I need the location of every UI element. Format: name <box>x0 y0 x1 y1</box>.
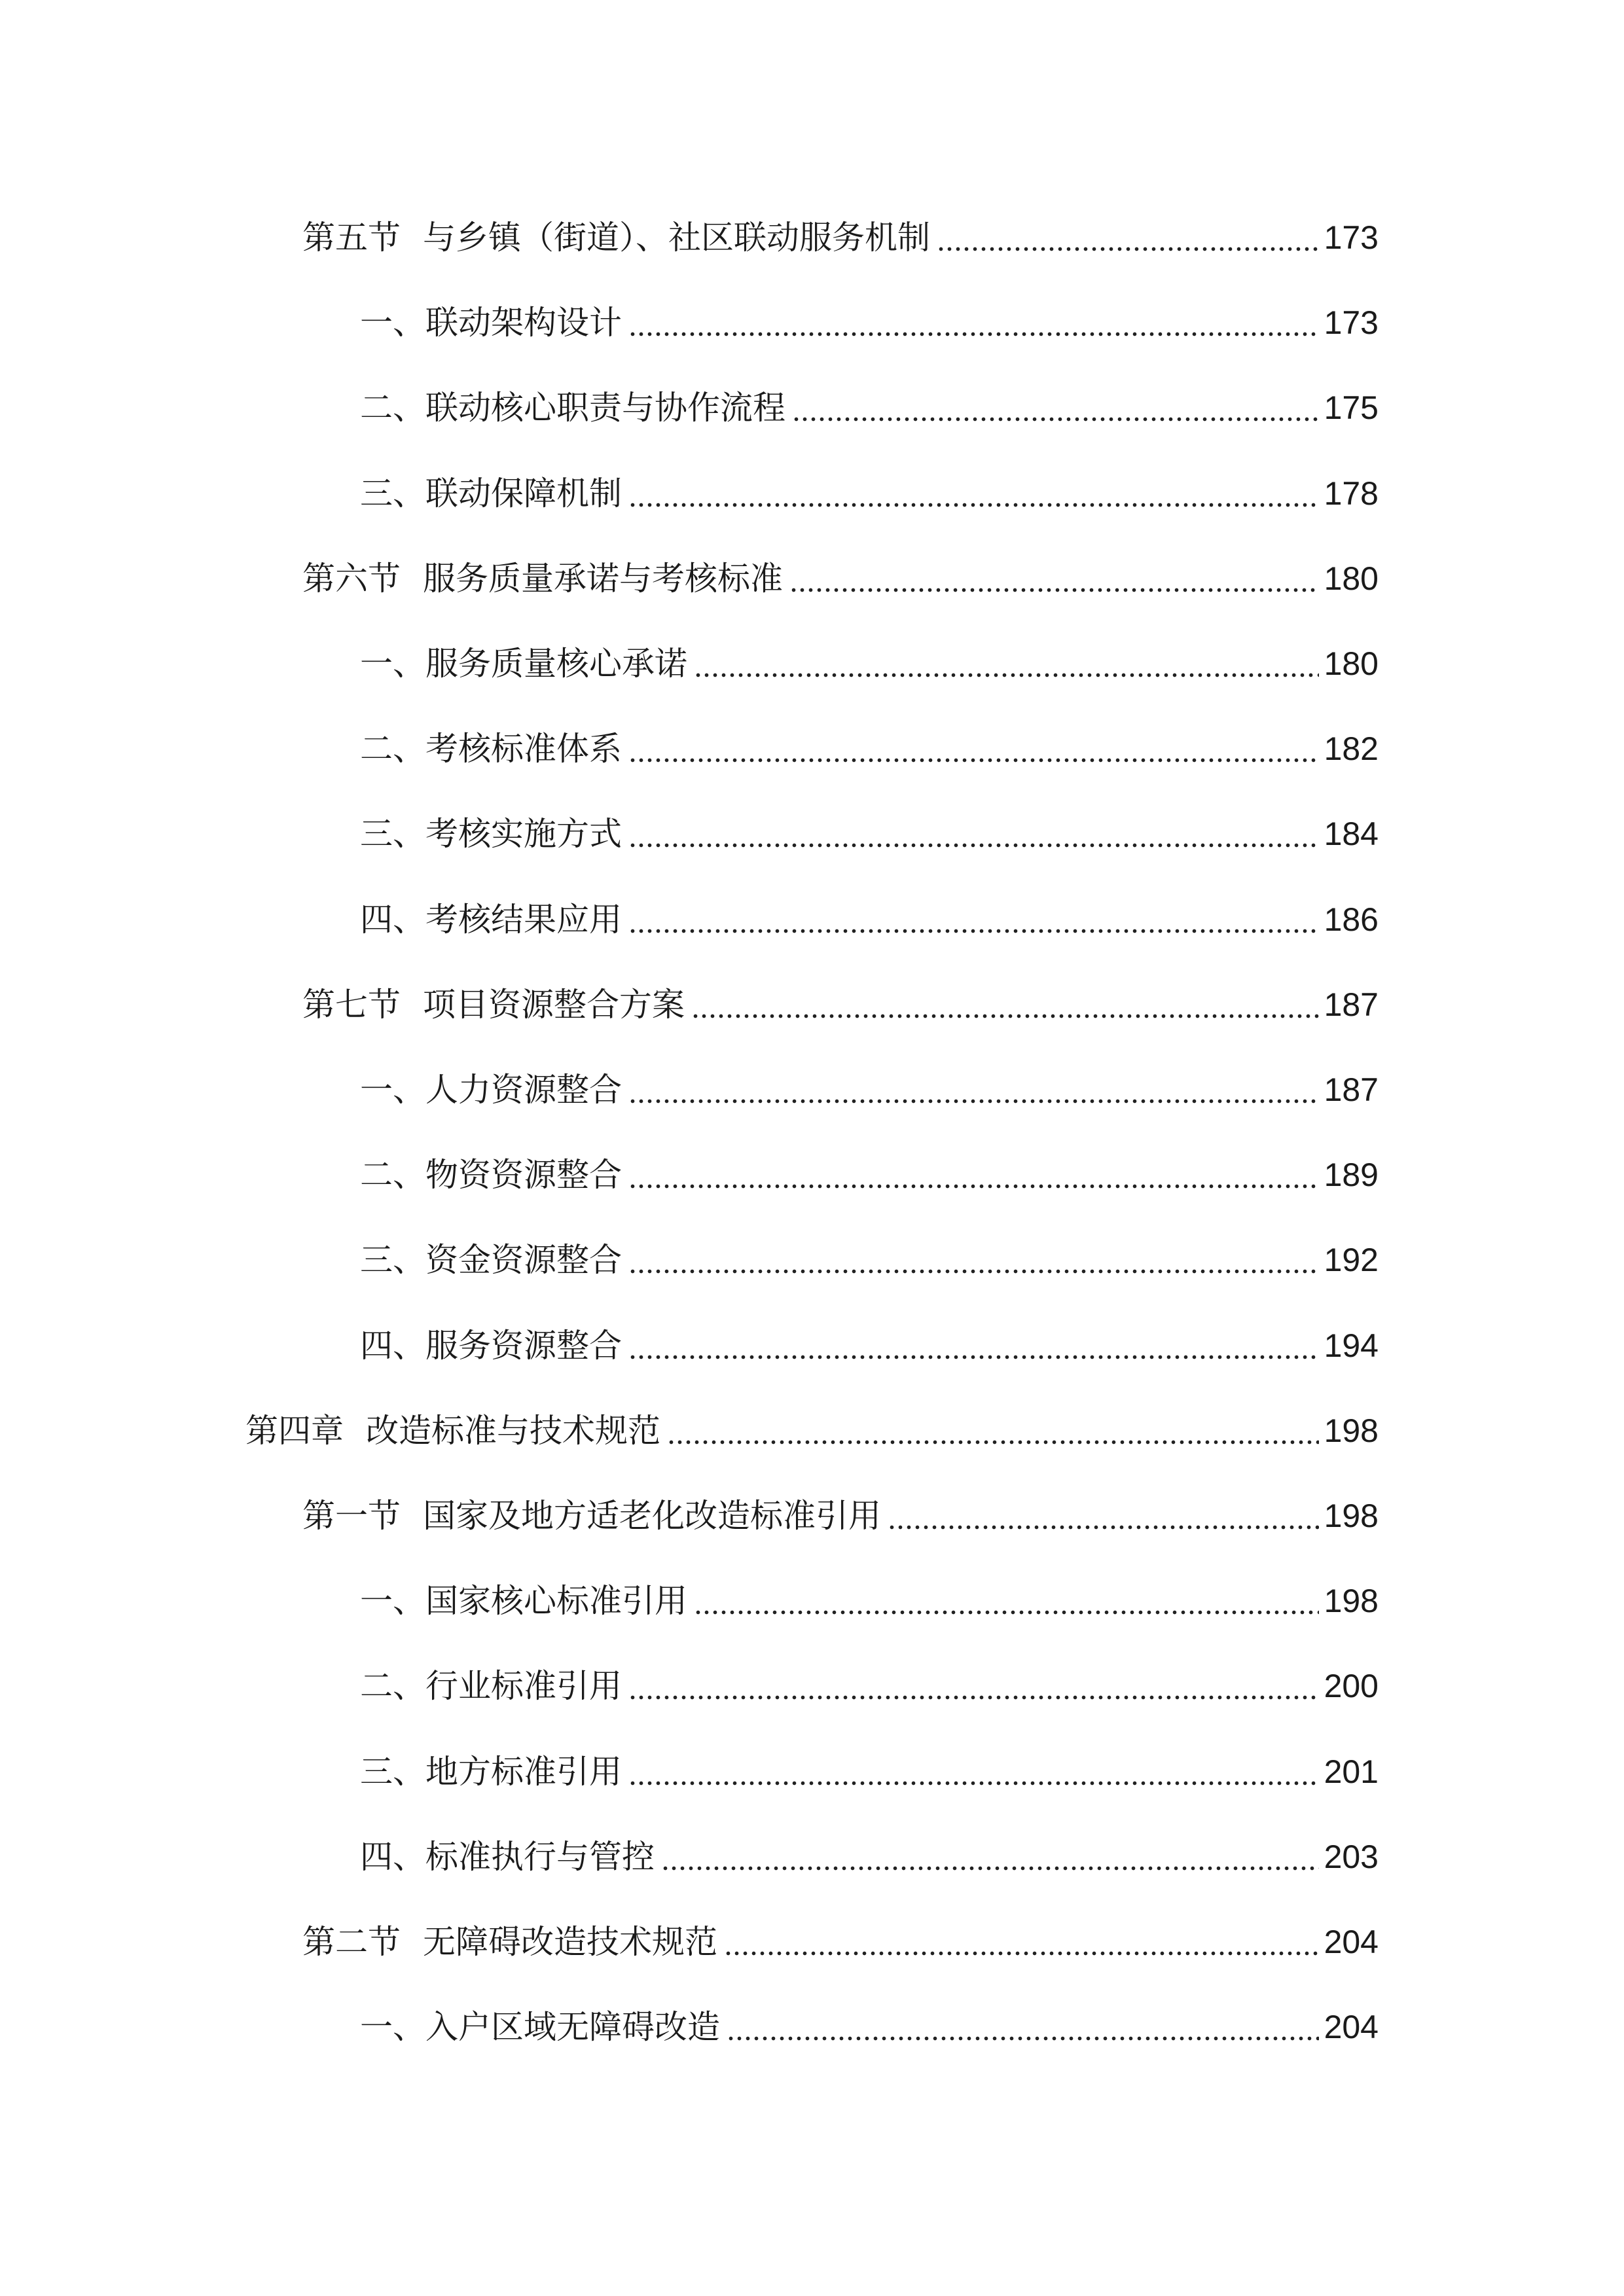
toc-entry[interactable] <box>360 624 1379 703</box>
toc-entry-page-number: 192 <box>1324 1242 1379 1279</box>
toc-entry-page-number: 194 <box>1324 1327 1379 1364</box>
toc-entry-title: 标准执行与管控 <box>425 1837 655 1876</box>
toc-entry-number: 四、 <box>360 1837 425 1876</box>
toc-entry-number: 一、 <box>360 1071 425 1109</box>
toc-dot-leader <box>628 1329 1319 1362</box>
toc-dot-leader <box>628 1073 1319 1106</box>
toc-entry[interactable] <box>360 368 1379 447</box>
toc-entry[interactable] <box>360 454 1379 533</box>
toc-entry-number: 二、 <box>360 389 425 427</box>
toc-entry-number: 一、 <box>360 304 425 342</box>
toc-dot-leader <box>628 1158 1319 1191</box>
toc-dot-leader <box>628 1755 1319 1788</box>
toc-entry-page-number: 178 <box>1324 475 1379 512</box>
toc-entry[interactable] <box>360 709 1379 788</box>
toc-dot-leader <box>724 1926 1319 1958</box>
toc-entry[interactable] <box>245 1391 1379 1470</box>
toc-entry-title: 地方标准引用 <box>425 1752 622 1791</box>
toc-entry-page-number: 201 <box>1324 1753 1379 1790</box>
toc-entry-page-number: 189 <box>1324 1157 1379 1194</box>
toc-entry-number: 第五节 <box>302 219 401 257</box>
toc-entry-number: 四、 <box>360 1326 425 1365</box>
toc-entry-number: 一、 <box>360 1582 425 1621</box>
toc-entry-title: 联动保障机制 <box>425 474 622 512</box>
toc-entry-number: 第二节 <box>302 1923 401 1961</box>
toc-entry[interactable] <box>360 1562 1379 1640</box>
toc-entry-number: 四、 <box>360 900 425 939</box>
toc-entry-number: 三、 <box>360 1752 425 1791</box>
toc-entry[interactable] <box>360 1647 1379 1725</box>
toc-entry-title: 考核实施方式 <box>425 815 622 853</box>
toc-entry-title: 入户区域无障碍改造 <box>425 2008 720 2047</box>
toc-dot-leader <box>792 391 1319 424</box>
toc-entry[interactable] <box>360 283 1379 362</box>
toc-entry-number: 二、 <box>360 730 425 768</box>
toc-entry-page-number: 187 <box>1324 986 1379 1023</box>
toc-entry-title: 服务质量承诺与考核标准 <box>423 559 783 598</box>
toc-entry-page-number: 180 <box>1324 560 1379 597</box>
toc-dot-leader <box>628 1244 1319 1276</box>
toc-dot-leader <box>789 562 1319 595</box>
toc-entry-title: 资金资源整合 <box>425 1241 622 1280</box>
toc-entry-title: 联动架构设计 <box>425 304 622 342</box>
toc-entry-title: 服务资源整合 <box>425 1326 622 1365</box>
toc-entry-title: 改造标准与技术规范 <box>366 1411 660 1450</box>
toc-entry-number: 第四章 <box>245 1411 344 1450</box>
toc-dot-leader <box>727 2011 1319 2043</box>
toc-entry[interactable] <box>360 1136 1379 1214</box>
toc-entry-page-number: 173 <box>1324 304 1379 342</box>
toc-entry-number: 三、 <box>360 474 425 512</box>
toc-entry-page-number: 187 <box>1324 1071 1379 1108</box>
toc-entry[interactable] <box>302 539 1379 618</box>
toc-dot-leader <box>937 221 1319 254</box>
toc-entry-title: 行业标准引用 <box>425 1667 622 1706</box>
toc-entry[interactable] <box>302 1477 1379 1555</box>
toc-entry-number: 一、 <box>360 645 425 683</box>
toc-entry[interactable] <box>360 1050 1379 1129</box>
toc-entry-page-number: 180 <box>1324 645 1379 682</box>
toc-entry-page-number: 184 <box>1324 816 1379 853</box>
toc-entry-title: 考核标准体系 <box>425 730 622 768</box>
toc-entry[interactable] <box>302 965 1379 1044</box>
toc-dot-leader <box>691 988 1319 1021</box>
toc-entry-page-number: 198 <box>1324 1498 1379 1534</box>
toc-entry-title: 与乡镇（街道）、社区联动服务机制 <box>423 219 930 257</box>
toc-dot-leader <box>661 1840 1319 1873</box>
toc-entry-page-number: 203 <box>1324 1838 1379 1875</box>
toc-dot-leader <box>694 647 1319 680</box>
toc-entry-title: 项目资源整合方案 <box>423 985 685 1024</box>
toc-entry-page-number: 204 <box>1324 2009 1379 2046</box>
toc-entry[interactable] <box>360 1988 1379 2066</box>
toc-entry[interactable] <box>302 198 1379 277</box>
toc-entry-page-number: 200 <box>1324 1668 1379 1705</box>
toc-entry-page-number: 175 <box>1324 389 1379 427</box>
toc-dot-leader <box>628 732 1319 765</box>
toc-entry[interactable] <box>360 795 1379 873</box>
toc-dot-leader <box>628 1670 1319 1702</box>
toc-entry-title: 服务质量核心承诺 <box>425 645 687 683</box>
toc-dot-leader <box>628 817 1319 850</box>
toc-entry[interactable] <box>360 1818 1379 1896</box>
toc-entry[interactable] <box>360 880 1379 959</box>
toc-entry-number: 二、 <box>360 1156 425 1194</box>
toc-entry-page-number: 198 <box>1324 1412 1379 1449</box>
toc-entry-title: 物资资源整合 <box>425 1156 622 1194</box>
toc-entry-title: 国家及地方适老化改造标准引用 <box>423 1497 881 1535</box>
toc-entry-page-number: 204 <box>1324 1924 1379 1960</box>
toc-dot-leader <box>628 903 1319 936</box>
toc-entry-title: 联动核心职责与协作流程 <box>425 389 785 427</box>
toc-entry-title: 考核结果应用 <box>425 900 622 939</box>
toc-dot-leader <box>667 1414 1319 1447</box>
toc-entry-number: 三、 <box>360 1241 425 1280</box>
toc-entry-number: 一、 <box>360 2008 425 2047</box>
toc-entry-page-number: 198 <box>1324 1583 1379 1620</box>
toc-entry-page-number: 182 <box>1324 730 1379 768</box>
toc-entry[interactable] <box>302 1903 1379 1981</box>
toc-entry-page-number: 186 <box>1324 901 1379 938</box>
toc-entry[interactable] <box>360 1306 1379 1385</box>
toc-entry-number: 第一节 <box>302 1497 401 1535</box>
toc-entry[interactable] <box>360 1221 1379 1299</box>
toc-dot-leader <box>628 306 1319 339</box>
toc-entry-title: 国家核心标准引用 <box>425 1582 687 1621</box>
toc-dot-leader <box>628 477 1319 510</box>
toc-dot-leader <box>888 1499 1319 1532</box>
toc-entry-title: 人力资源整合 <box>425 1071 622 1109</box>
toc-entry-page-number: 173 <box>1324 219 1379 256</box>
toc-entry-title: 无障碍改造技术规范 <box>423 1923 717 1961</box>
toc-entry-number: 二、 <box>360 1667 425 1706</box>
toc-entry[interactable] <box>360 1732 1379 1811</box>
toc-dot-leader <box>694 1585 1319 1617</box>
toc-entry-number: 第七节 <box>302 985 401 1024</box>
toc-entry-number: 三、 <box>360 815 425 853</box>
toc-entry-number: 第六节 <box>302 559 401 598</box>
